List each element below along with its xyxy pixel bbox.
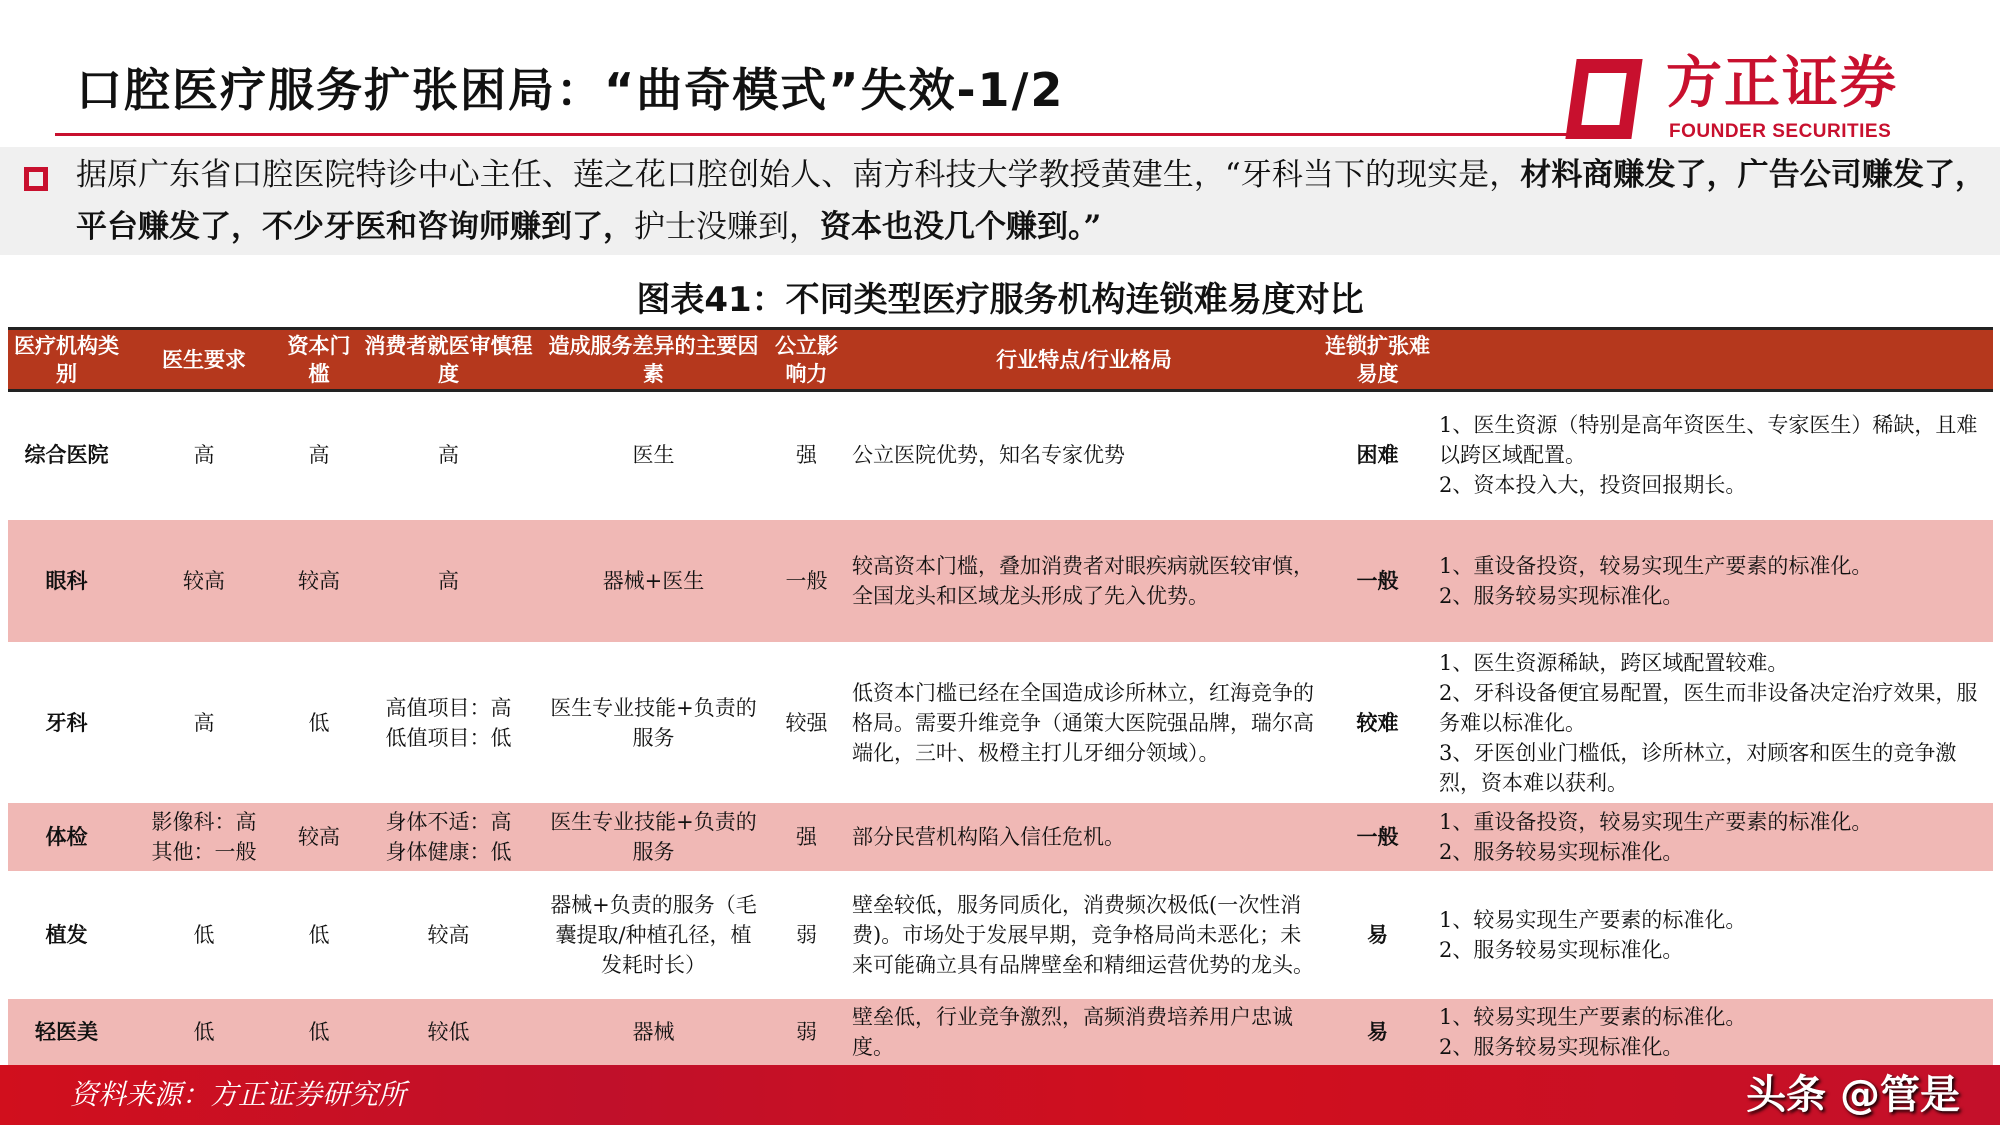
table-cell: 高 bbox=[125, 644, 283, 802]
table-cell: 较难 bbox=[1320, 644, 1435, 802]
table-cell: 较高 bbox=[125, 519, 283, 644]
table-cell: 眼科 bbox=[8, 519, 125, 644]
table-cell: 低资本门槛已经在全国造成诊所林立，红海竞争的格局。需要升维竞争（通策大医院强品牌，瑞尔高端化，三叶、极橙主打儿牙细分领域）。 bbox=[848, 644, 1320, 802]
source-note: 资料来源：方正证券研究所 bbox=[70, 1078, 407, 1111]
table-cell: 高 bbox=[283, 391, 355, 519]
founder-securities-logo bbox=[1571, 51, 1901, 145]
table-row bbox=[8, 519, 1993, 644]
quote-part: 据原广东省口腔医院特诊中心主任、莲之花口腔创始人、南方科技大学教授黄建生，“牙科当下的现实是， bbox=[76, 157, 1521, 193]
table-cell: 强 bbox=[765, 391, 848, 519]
quote-part-bold: 材料商赚发了，广告公司赚发了，平台赚发了，不少牙医和咨询师赚到了， bbox=[76, 157, 1987, 245]
table-cell: 身体不适：高 身体健康：低 bbox=[355, 802, 542, 873]
table-cell: 公立医院优势，知名专家优势 bbox=[848, 391, 1320, 519]
table-cell: 较高 bbox=[283, 519, 355, 644]
table-cell: 影像科：高 其他：一般 bbox=[125, 802, 283, 873]
table-cell: 一般 bbox=[765, 519, 848, 644]
table-cell: 高值项目：高 低值项目：低 bbox=[355, 644, 542, 802]
table-cell: 器械 bbox=[542, 998, 765, 1067]
table-cell: 较低 bbox=[355, 998, 542, 1067]
table-cell: 1、较易实现生产要素的标准化。 2、服务较易实现标准化。 bbox=[1435, 873, 1993, 998]
table-cell: 1、医生资源稀缺，跨区域配置较难。 2、牙科设备便宜易配置，医生而非设备决定治疗效果，服务难以标准化。 3、牙医创业门槛低，诊所林立，对顾客和医生的竞争激烈，资本难以获利。 bbox=[1435, 644, 1993, 802]
table-cell: 易 bbox=[1320, 998, 1435, 1067]
table-cell: 1、较易实现生产要素的标准化。 2、服务较易实现标准化。 bbox=[1435, 998, 1993, 1067]
table-cell: 植发 bbox=[8, 873, 125, 998]
table-cell: 较高 bbox=[355, 873, 542, 998]
table-cell: 医生 bbox=[542, 391, 765, 519]
table-cell: 一般 bbox=[1320, 519, 1435, 644]
logo-mark-icon bbox=[1565, 59, 1642, 139]
table-cell: 高 bbox=[355, 391, 542, 519]
table-cell: 综合医院 bbox=[8, 391, 125, 519]
quote-part: 护士没赚到， bbox=[634, 209, 820, 245]
table-cell: 较高 bbox=[283, 802, 355, 873]
table-cell: 器械+医生 bbox=[542, 519, 765, 644]
quote-box bbox=[0, 147, 2000, 255]
column-header: 公立影响力 bbox=[765, 329, 848, 391]
table-cell: 壁垒较低，服务同质化，消费频次极低(一次性消费)。市场处于发展早期，竞争格局尚未恶化；未来可能确立具有品牌壁垒和精细运营优势的龙头。 bbox=[848, 873, 1320, 998]
table-cell: 牙科 bbox=[8, 644, 125, 802]
column-header: 消费者就医审慎程度 bbox=[355, 329, 542, 391]
table-cell: 低 bbox=[283, 644, 355, 802]
table-cell: 易 bbox=[1320, 873, 1435, 998]
column-header: 医疗机构类别 bbox=[8, 329, 125, 391]
table-cell: 1、医生资源（特别是高年资医生、专家医生）稀缺，且难以跨区域配置。 2、资本投入大，投资回报期长。 bbox=[1435, 391, 1993, 519]
table-row bbox=[8, 998, 1993, 1067]
table-cell: 低 bbox=[283, 873, 355, 998]
comparison-table bbox=[8, 327, 1993, 1068]
logo-text-cn: 方正证券 bbox=[1666, 51, 1898, 116]
table-cell: 弱 bbox=[765, 873, 848, 998]
table-row bbox=[8, 391, 1993, 519]
table-cell: 器械+负责的服务（毛囊提取/种植孔径，植发耗时长） bbox=[542, 873, 765, 998]
table-cell: 体检 bbox=[8, 802, 125, 873]
table-caption: 图表41：不同类型医疗服务机构连锁难易度对比 bbox=[636, 280, 1364, 320]
table-cell: 1、重设备投资，较易实现生产要素的标准化。 2、服务较易实现标准化。 bbox=[1435, 519, 1993, 644]
table-cell: 较强 bbox=[765, 644, 848, 802]
table-header-row bbox=[8, 329, 1993, 391]
page-title: 口腔医疗服务扩张困局：“曲奇模式”失效-1/2 bbox=[76, 63, 1065, 117]
column-header: 造成服务差异的主要因素 bbox=[542, 329, 765, 391]
table-cell: 部分民营机构陷入信任危机。 bbox=[848, 802, 1320, 873]
watermark: 头条 @管是 bbox=[1746, 1072, 1960, 1118]
table-cell: 轻医美 bbox=[8, 998, 125, 1067]
column-header: 连锁扩张难易度 bbox=[1320, 329, 1435, 391]
column-header: 医生要求 bbox=[125, 329, 283, 391]
title-divider bbox=[55, 133, 1567, 136]
table-cell: 一般 bbox=[1320, 802, 1435, 873]
table-cell: 弱 bbox=[765, 998, 848, 1067]
table-row bbox=[8, 802, 1993, 873]
table-cell: 高 bbox=[355, 519, 542, 644]
table-row bbox=[8, 873, 1993, 998]
table-cell: 1、重设备投资，较易实现生产要素的标准化。 2、服务较易实现标准化。 bbox=[1435, 802, 1993, 873]
column-header bbox=[1435, 329, 1993, 391]
table-cell: 高 bbox=[125, 391, 283, 519]
table-cell: 困难 bbox=[1320, 391, 1435, 519]
square-bullet-icon bbox=[24, 167, 48, 191]
quote-part-bold: 资本也没几个赚到。” bbox=[820, 209, 1102, 245]
table-cell: 较高资本门槛，叠加消费者对眼疾病就医较审慎，全国龙头和区域龙头形成了先入优势。 bbox=[848, 519, 1320, 644]
footer-band bbox=[0, 1065, 2000, 1125]
table-cell: 低 bbox=[125, 998, 283, 1067]
table-cell: 医生专业技能+负责的服务 bbox=[542, 644, 765, 802]
table-cell: 强 bbox=[765, 802, 848, 873]
table-cell: 壁垒低，行业竞争激烈，高频消费培养用户忠诚度。 bbox=[848, 998, 1320, 1067]
quote-text bbox=[76, 149, 1986, 253]
column-header: 行业特点/行业格局 bbox=[848, 329, 1320, 391]
table-cell: 低 bbox=[125, 873, 283, 998]
table-cell: 低 bbox=[283, 998, 355, 1067]
table-cell: 医生专业技能+负责的服务 bbox=[542, 802, 765, 873]
logo-text-en: FOUNDER SECURITIES bbox=[1669, 121, 1892, 142]
table-row bbox=[8, 644, 1993, 802]
column-header: 资本门槛 bbox=[283, 329, 355, 391]
